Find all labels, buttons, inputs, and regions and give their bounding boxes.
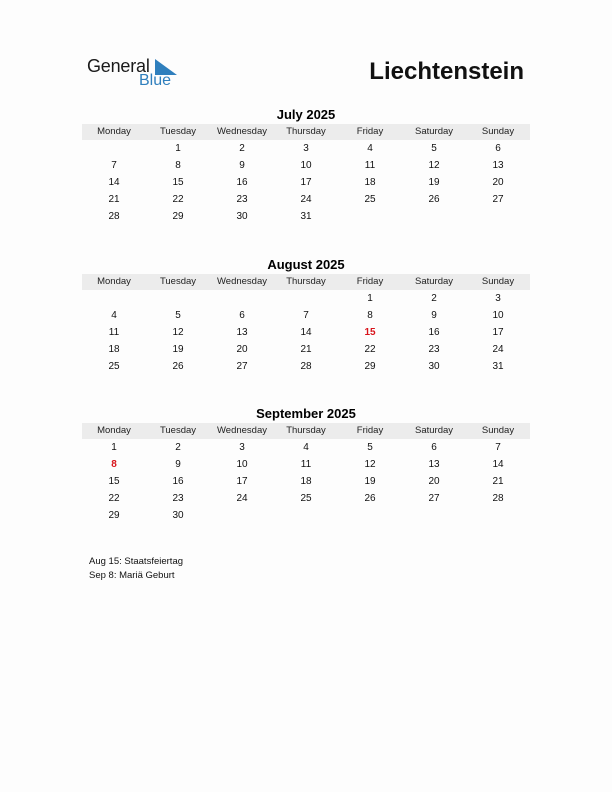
weekday-label: Saturday bbox=[414, 425, 454, 436]
weekday-label: Wednesday bbox=[217, 126, 267, 137]
day-cell: 23 bbox=[172, 493, 184, 504]
week-row bbox=[82, 140, 530, 157]
weekday-label: Sunday bbox=[481, 126, 515, 137]
day-cell: 1 bbox=[175, 143, 181, 154]
week-row bbox=[82, 456, 530, 473]
day-cell bbox=[274, 507, 338, 524]
day-cell: 4 bbox=[303, 442, 309, 453]
weekday-label: Monday bbox=[97, 126, 131, 137]
weekday-label: Tuesday bbox=[159, 425, 197, 436]
weekday-header bbox=[82, 124, 530, 140]
holiday-notes bbox=[89, 555, 183, 583]
day-cell bbox=[210, 507, 274, 524]
day-cell: 13 bbox=[236, 327, 248, 338]
day-cell: 25 bbox=[300, 493, 312, 504]
day-cell: 4 bbox=[111, 310, 117, 321]
day-cell: 17 bbox=[300, 177, 312, 188]
day-cell: 23 bbox=[428, 344, 440, 355]
day-cell: 13 bbox=[492, 160, 504, 171]
holiday-day-cell: 8 bbox=[111, 459, 117, 470]
day-cell: 24 bbox=[492, 344, 504, 355]
weekday-label: Saturday bbox=[414, 126, 454, 137]
day-cell: 12 bbox=[172, 327, 184, 338]
day-cell: 25 bbox=[364, 194, 376, 205]
day-cell: 5 bbox=[431, 143, 437, 154]
week-row bbox=[82, 290, 530, 307]
week-row bbox=[82, 191, 530, 208]
week-row bbox=[82, 439, 530, 456]
day-cell: 24 bbox=[236, 493, 248, 504]
day-cell: 3 bbox=[303, 143, 309, 154]
day-cell bbox=[82, 140, 146, 157]
week-row bbox=[82, 157, 530, 174]
week-row bbox=[82, 208, 530, 225]
day-cell: 5 bbox=[367, 442, 373, 453]
day-cell: 18 bbox=[108, 344, 120, 355]
month-title: September 2025 bbox=[256, 406, 356, 421]
weekday-header bbox=[82, 423, 530, 439]
weekday-label: Thursday bbox=[286, 425, 326, 436]
day-cell: 27 bbox=[236, 361, 248, 372]
day-cell: 13 bbox=[428, 459, 440, 470]
day-cell: 31 bbox=[300, 211, 312, 222]
day-cell: 21 bbox=[108, 194, 120, 205]
day-cell: 30 bbox=[428, 361, 440, 372]
day-cell: 22 bbox=[108, 493, 120, 504]
day-cell: 7 bbox=[111, 160, 117, 171]
day-cell: 30 bbox=[236, 211, 248, 222]
weekday-label: Sunday bbox=[481, 276, 515, 287]
day-cell bbox=[146, 290, 210, 307]
weekday-label: Tuesday bbox=[159, 126, 197, 137]
day-cell: 31 bbox=[492, 361, 504, 372]
day-cell: 20 bbox=[428, 476, 440, 487]
day-cell: 14 bbox=[492, 459, 504, 470]
holiday-day-cell: 15 bbox=[364, 327, 376, 338]
week-row bbox=[82, 473, 530, 490]
day-cell: 23 bbox=[236, 194, 248, 205]
day-cell: 9 bbox=[239, 160, 245, 171]
day-cell bbox=[210, 290, 274, 307]
day-cell: 2 bbox=[431, 293, 437, 304]
day-cell: 10 bbox=[300, 160, 312, 171]
day-cell: 19 bbox=[364, 476, 376, 487]
day-cell: 10 bbox=[492, 310, 504, 321]
weekday-label: Friday bbox=[356, 126, 384, 137]
day-cell: 28 bbox=[492, 493, 504, 504]
month-title: July 2025 bbox=[276, 107, 336, 122]
day-cell bbox=[402, 507, 466, 524]
week-row bbox=[82, 174, 530, 191]
day-cell: 26 bbox=[364, 493, 376, 504]
day-cell: 19 bbox=[428, 177, 440, 188]
day-cell bbox=[274, 290, 338, 307]
weekday-label: Thursday bbox=[286, 126, 326, 137]
holiday-note: Sep 8: Mariä Geburt bbox=[89, 570, 175, 581]
day-cell: 10 bbox=[236, 459, 248, 470]
day-cell: 5 bbox=[175, 310, 181, 321]
day-cell bbox=[82, 290, 146, 307]
weekday-label: Wednesday bbox=[217, 276, 267, 287]
day-cell: 1 bbox=[111, 442, 117, 453]
day-cell: 25 bbox=[108, 361, 120, 372]
day-cell: 29 bbox=[108, 510, 120, 521]
day-cell: 15 bbox=[172, 177, 184, 188]
day-cell: 9 bbox=[175, 459, 181, 470]
week-row bbox=[82, 341, 530, 358]
day-cell bbox=[338, 208, 402, 225]
week-row bbox=[82, 358, 530, 375]
day-cell: 2 bbox=[239, 143, 245, 154]
day-cell: 16 bbox=[428, 327, 440, 338]
day-cell: 3 bbox=[495, 293, 501, 304]
day-cell: 26 bbox=[172, 361, 184, 372]
day-cell: 11 bbox=[108, 327, 120, 338]
day-cell: 28 bbox=[108, 211, 120, 222]
weekday-label: Saturday bbox=[414, 276, 454, 287]
day-cell: 16 bbox=[236, 177, 248, 188]
day-cell: 29 bbox=[364, 361, 376, 372]
day-cell: 7 bbox=[495, 442, 501, 453]
weekday-label: Sunday bbox=[481, 425, 515, 436]
day-cell: 22 bbox=[364, 344, 376, 355]
day-cell: 4 bbox=[367, 143, 373, 154]
day-cell: 11 bbox=[364, 160, 376, 171]
day-cell: 14 bbox=[300, 327, 312, 338]
month-calendar-september bbox=[82, 405, 530, 524]
logo-text-blue: Blue bbox=[139, 72, 172, 89]
day-cell: 24 bbox=[300, 194, 312, 205]
week-row bbox=[82, 324, 530, 341]
day-cell: 27 bbox=[492, 194, 504, 205]
weekday-label: Friday bbox=[356, 276, 384, 287]
day-cell: 18 bbox=[300, 476, 312, 487]
logo-text-general: General bbox=[87, 56, 150, 76]
day-cell: 1 bbox=[367, 293, 373, 304]
day-cell: 6 bbox=[239, 310, 245, 321]
month-calendar-august bbox=[82, 256, 530, 375]
day-cell: 8 bbox=[175, 160, 181, 171]
day-cell: 21 bbox=[492, 476, 504, 487]
weekday-label: Thursday bbox=[286, 276, 326, 287]
day-cell bbox=[466, 507, 530, 524]
day-cell: 29 bbox=[172, 211, 184, 222]
day-cell: 2 bbox=[175, 442, 181, 453]
day-cell: 27 bbox=[428, 493, 440, 504]
day-cell: 17 bbox=[492, 327, 504, 338]
day-cell: 14 bbox=[108, 177, 120, 188]
week-row bbox=[82, 307, 530, 324]
weekday-label: Wednesday bbox=[217, 425, 267, 436]
day-cell: 20 bbox=[236, 344, 248, 355]
day-cell bbox=[466, 208, 530, 225]
weekday-label: Friday bbox=[356, 425, 384, 436]
day-cell: 21 bbox=[300, 344, 312, 355]
day-cell: 12 bbox=[428, 160, 440, 171]
weekday-label: Monday bbox=[97, 425, 131, 436]
day-cell: 15 bbox=[108, 476, 120, 487]
day-cell: 28 bbox=[300, 361, 312, 372]
day-cell: 18 bbox=[364, 177, 376, 188]
week-row bbox=[82, 507, 530, 524]
day-cell: 9 bbox=[431, 310, 437, 321]
weekday-header bbox=[82, 274, 530, 290]
day-cell: 7 bbox=[303, 310, 309, 321]
day-cell: 19 bbox=[172, 344, 184, 355]
day-cell: 17 bbox=[236, 476, 248, 487]
day-cell: 30 bbox=[172, 510, 184, 521]
holiday-note: Aug 15: Staatsfeiertag bbox=[89, 556, 184, 567]
day-cell: 6 bbox=[495, 143, 501, 154]
day-cell bbox=[402, 208, 466, 225]
day-cell bbox=[338, 507, 402, 524]
day-cell: 8 bbox=[367, 310, 373, 321]
weekday-label: Tuesday bbox=[159, 276, 197, 287]
day-cell: 22 bbox=[172, 194, 184, 205]
day-cell: 11 bbox=[300, 459, 312, 470]
day-cell: 12 bbox=[364, 459, 376, 470]
week-row bbox=[82, 490, 530, 507]
day-cell: 20 bbox=[492, 177, 504, 188]
generalblue-logo bbox=[87, 56, 187, 92]
month-calendar-july bbox=[82, 106, 530, 225]
day-cell: 26 bbox=[428, 194, 440, 205]
country-title: Liechtenstein bbox=[369, 58, 524, 85]
weekday-label: Monday bbox=[97, 276, 131, 287]
day-cell: 6 bbox=[431, 442, 437, 453]
day-cell: 3 bbox=[239, 442, 245, 453]
month-title: August 2025 bbox=[267, 257, 345, 272]
day-cell: 16 bbox=[172, 476, 184, 487]
